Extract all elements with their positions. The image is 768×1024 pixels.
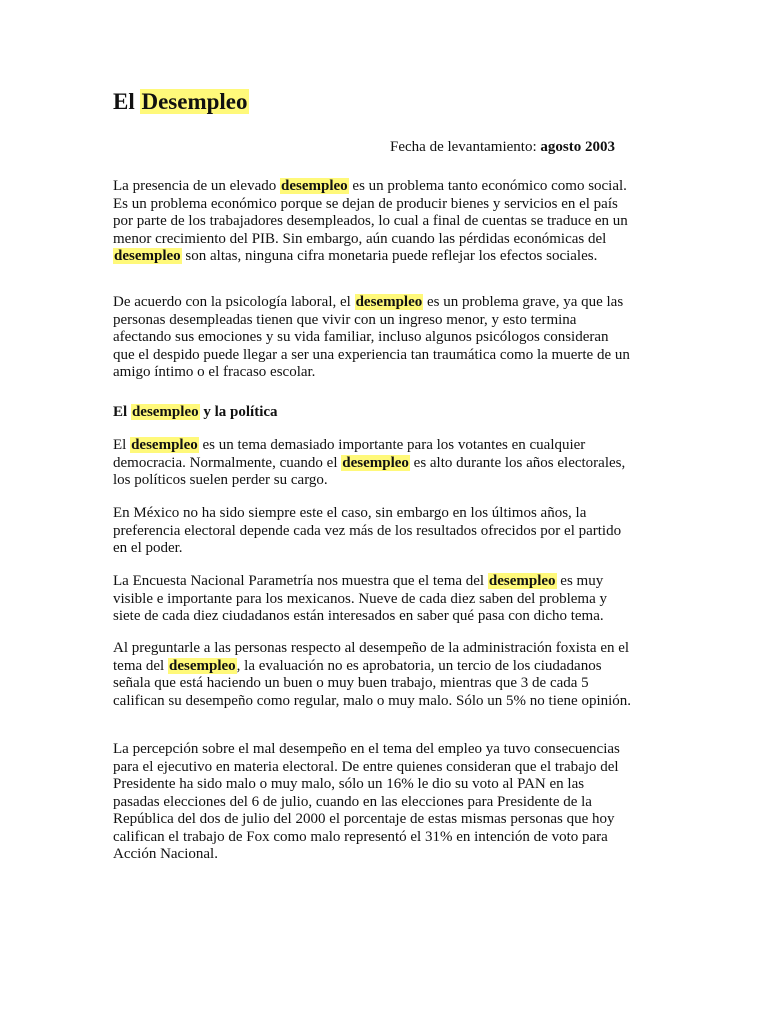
- section-heading-text: y la política: [199, 404, 278, 420]
- survey-date-label: Fecha de levantamiento:: [390, 139, 537, 155]
- highlighted-term: desempleo: [131, 437, 198, 453]
- paragraph-1: [113, 178, 633, 266]
- paragraph-4: [113, 505, 633, 558]
- survey-date: [390, 137, 615, 157]
- paragraph-text: De acuerdo con la psicología laboral, el: [113, 294, 355, 310]
- highlighted-term: desempleo: [355, 294, 423, 310]
- paragraph-2: [113, 294, 633, 382]
- section-heading-text: El: [113, 404, 131, 420]
- paragraph-text: es un problema tanto económico como social. Es un problema económico porque se dejan de producir bienes y servicios en el país por parte de los trabajadores desempleados, lo cual a final de cuentas se traduce en un menor crecimiento del PIB. Sin embargo, aún cuando las pérdidas económicas del: [113, 178, 628, 247]
- paragraph-3: [113, 437, 633, 490]
- paragraph-text: La percepción sobre el mal desempeño en el tema del empleo ya tuvo consecuencias para el ejecutivo en materia electoral. De entre quienes consideran que el trabajo del Presidente ha sido malo o muy malo, sólo un 16% le dio su voto al PAN en las pasadas elecciones del 6 de julio, cuando en las elecciones para Presidente de la República del dos de julio del 2000 el porcentaje de estas mismas personas que hoy califican el trabajo de Fox como malo representó el 31% en intención de voto para Acción Nacional.: [113, 741, 620, 862]
- paragraph-text: En México no ha sido siempre este el caso, sin embargo en los últimos años, la preferencia electoral depende cada vez más de los resultados ofrecidos por el partido en el poder.: [113, 505, 622, 556]
- title-highlight: Desempleo: [141, 89, 248, 114]
- paragraph-7: [113, 741, 633, 864]
- highlighted-term: desempleo: [114, 248, 181, 264]
- paragraph-text: , la evaluación no es aprobatoria, un tercio de los ciudadanos señala que está haciendo un buen o muy buen trabajo, mientras que 3 de cada 5 califican su desempeño como regular, malo o muy malo. Sólo un 5% no tiene opinión.: [113, 657, 632, 709]
- highlighted-term: desempleo: [342, 454, 409, 471]
- survey-date-value: agosto 2003: [540, 139, 615, 155]
- paragraph-text: Al preguntarle a las personas respecto al desempeño de la administración foxista en el tema del: [113, 640, 630, 674]
- highlighted-term: desempleo: [168, 657, 236, 674]
- paragraph-5: [113, 573, 633, 626]
- paragraph-text: es muy visible e importante para los mexicanos. Nueve de cada diez saben del problema y siete de cada diez ciudadanos están interesados en saber qué pasa con dicho tema.: [113, 573, 607, 624]
- page-title: [113, 84, 249, 120]
- highlighted-term: desempleo: [131, 404, 199, 420]
- title-prefix: El: [113, 89, 135, 114]
- section-heading: [113, 404, 633, 422]
- paragraph-text: El: [113, 437, 131, 453]
- paragraph-text: son altas, ninguna cifra monetaria puede reflejar los efectos sociales.: [181, 248, 598, 264]
- highlighted-term: desempleo: [281, 178, 348, 194]
- paragraph-6: [113, 640, 633, 710]
- highlighted-term: desempleo: [488, 573, 556, 589]
- paragraph-text: es alto durante los años electorales, los políticos suelen perder su cargo.: [113, 454, 626, 488]
- paragraph-text: La presencia de un elevado: [113, 178, 280, 194]
- paragraph-text: es un tema demasiado importante para los votantes en cualquier democracia. Normalmente, cuando el: [113, 437, 586, 471]
- paragraph-text: La Encuesta Nacional Parametría nos muestra que el tema del: [113, 573, 488, 589]
- paragraph-text: es un problema grave, ya que las personas desempleadas tienen que vivir con un ingreso menor, y esto termina afectando sus emociones y su vida familiar, incluso algunos psicólogos consideran que el despido puede llegar a ser una experiencia tan traumática como la muerte de un amigo íntimo o el fracaso escolar.: [113, 294, 630, 380]
